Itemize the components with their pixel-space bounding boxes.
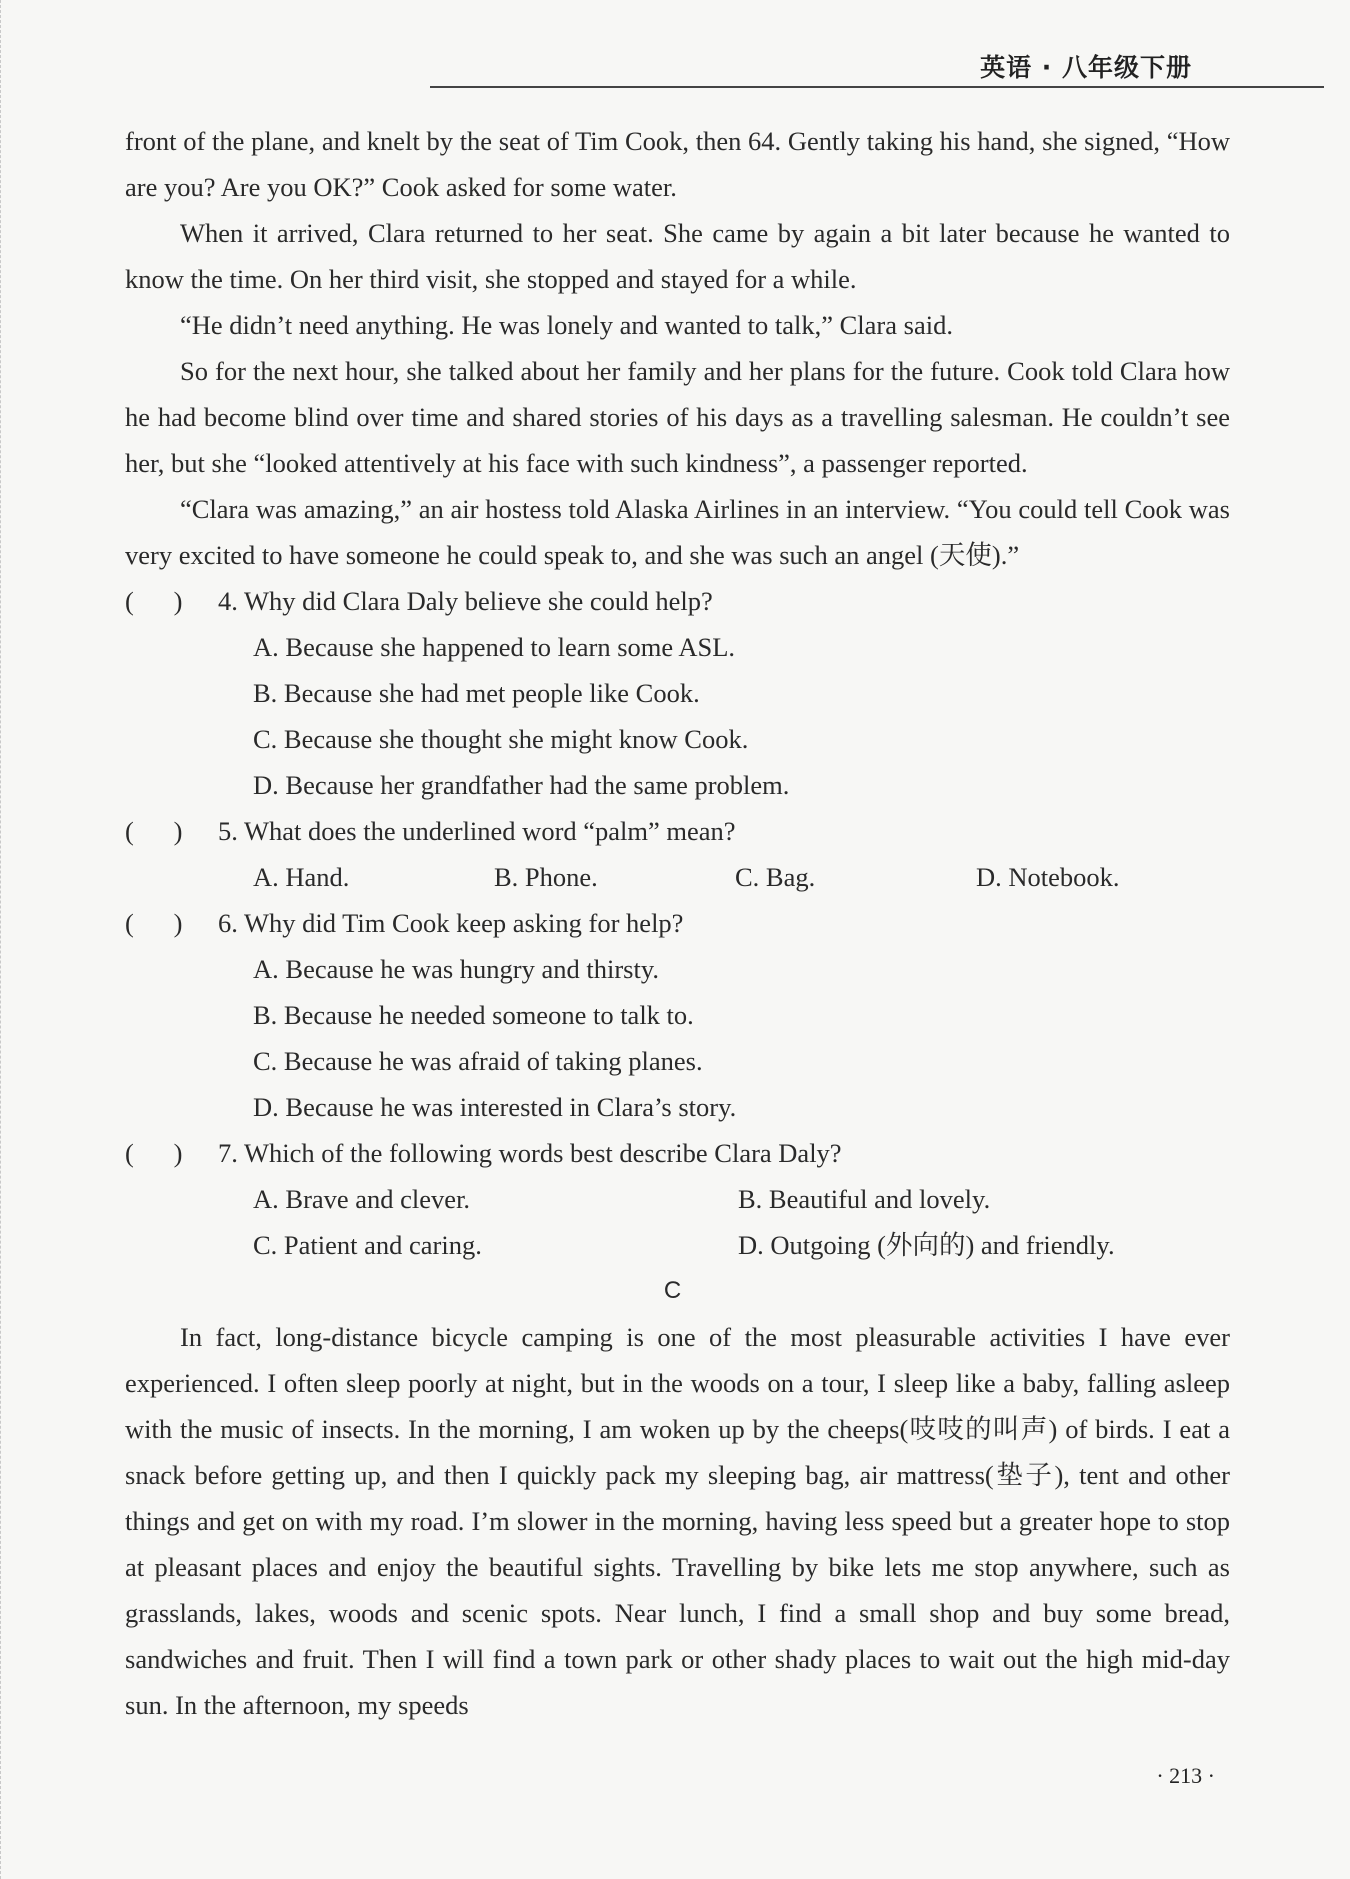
option: A. Because he was hungry and thirsty. (253, 954, 659, 984)
question-stem: 6. Why did Tim Cook keep asking for help? (218, 908, 684, 938)
option: B. Because she had met people like Cook. (253, 678, 700, 708)
options-row (125, 854, 1230, 900)
passage-paragraph: When it arrived, Clara returned to her seat. She came by again a bit later because he wanted to know the time. On her third visit, she stopped and stayed for a while. (125, 218, 1230, 294)
option: D. Notebook. (976, 862, 1120, 892)
question-stem: 5. What does the underlined word “palm” mean? (218, 816, 736, 846)
option: C. Bag. (735, 862, 816, 892)
passage-paragraph: “He didn’t need anything. He was lonely and wanted to talk,” Clara said. (180, 310, 953, 340)
option: B. Because he needed someone to talk to. (253, 1000, 694, 1030)
header-title: 英语 · 八年级下册 (980, 53, 1192, 82)
answer-blank[interactable]: ( ) (125, 908, 183, 938)
header-rule (430, 86, 1324, 88)
question-7 (125, 1130, 1230, 1176)
option: B. Beautiful and lovely. (738, 1184, 991, 1214)
option: B. Phone. (494, 862, 598, 892)
question-stem: 7. Which of the following words best describe Clara Daly? (218, 1138, 842, 1168)
option: D. Outgoing (外向的) and friendly. (738, 1230, 1115, 1260)
answer-blank[interactable]: ( ) (125, 1138, 183, 1168)
section-heading: C (663, 1277, 682, 1304)
answer-blank[interactable]: ( ) (125, 586, 183, 616)
page-number: · 213 · (1156, 1763, 1215, 1788)
option: C. Because he was afraid of taking planes. (253, 1046, 703, 1076)
option: D. Because her grandfather had the same problem. (253, 770, 790, 800)
passage-paragraph: So for the next hour, she talked about her family and her plans for the future. Cook told Clara how he had become blind over time and shared stories of his days as a travelling salesman. He couldn’t see her, but she “looked attentively at his face with such kindness”, a passenger reported. (125, 356, 1230, 478)
passage-paragraph: “Clara was amazing,” an air hostess told Alaska Airlines in an interview. “You could tell Cook was very excited to have someone he could speak to, and she was such an angel (天使).” (125, 494, 1230, 570)
passage-paragraph: In fact, long-distance bicycle camping is one of the most pleasurable activities I have ever experienced. I often sleep poorly at night, but in the woods on a tour, I sleep like a baby, falling asleep with the music of insects. In the morning, I am woken up by the cheeps(吱吱的叫声) of birds. I eat a snack before getting up, and then I quickly pack my sleeping bag, air mattress(垫子), tent and other things and get on with my road. I’m slower in the morning, having less speed but a greater hope to stop at pleasant places and enjoy the beautiful sights. Travelling by bike lets me stop anywhere, such as grasslands, lakes, woods and scenic spots. Near lunch, I find a small shop and buy some bread, sandwiches and fruit. Then I will find a town park or other shady places to wait out the high mid-day sun. In the afternoon, my speeds (125, 1322, 1230, 1720)
option: A. Because she happened to learn some ASL. (253, 632, 736, 662)
page-margin-edge (0, 0, 11, 1879)
question-stem: 4. Why did Clara Daly believe she could help? (218, 586, 713, 616)
question-4 (125, 578, 1230, 624)
page-content (125, 118, 1230, 1728)
page-header (0, 0, 1350, 92)
passage-paragraph: front of the plane, and knelt by the seat of Tim Cook, then 64. Gently taking his hand, she signed, “How are you? Are you OK?” Cook asked for some water. (125, 126, 1230, 202)
question-5 (125, 808, 1230, 854)
options-row (125, 1176, 1230, 1222)
options-row (125, 1222, 1230, 1268)
answer-blank[interactable]: ( ) (125, 816, 183, 846)
question-6 (125, 900, 1230, 946)
option: A. Brave and clever. (253, 1184, 471, 1214)
option: C. Patient and caring. (253, 1230, 482, 1260)
option: A. Hand. (253, 862, 350, 892)
option: D. Because he was interested in Clara’s story. (253, 1092, 737, 1122)
option: C. Because she thought she might know Cook. (253, 724, 749, 754)
